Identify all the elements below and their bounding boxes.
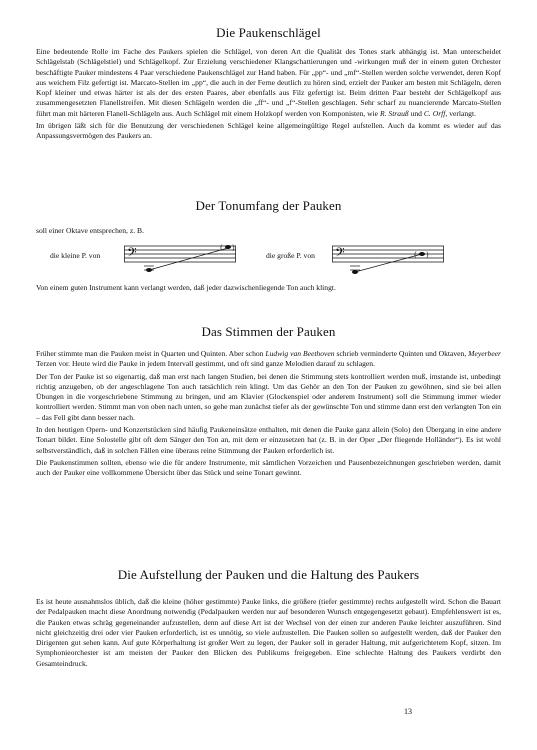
- svg-text:𝄢: 𝄢: [127, 245, 137, 263]
- text-run: Früher stimmte man die Pauken meist in Quarten und Quinten. Aber schon: [36, 349, 266, 358]
- big-timpani-label: die große P. von: [266, 251, 315, 260]
- composer-name: Ludwig van Beethoven: [265, 349, 335, 358]
- heading-stimmen: Das Stimmen der Pauken: [201, 324, 336, 339]
- composer-name: Meyerbeer: [468, 349, 502, 358]
- svg-text:): ): [232, 244, 235, 252]
- text-run: , verlangt.: [445, 108, 476, 118]
- paragraph: [36, 349, 501, 370]
- composer-name: R. Strauß: [379, 108, 409, 118]
- section-paukenschlaegel-text: [36, 47, 501, 144]
- text-run: Terzen vor. Heute wird die Pauke in jedem Intervall gestimmt, und oft sind ganze Melodien darauf zu schlagen.: [36, 359, 375, 369]
- heading-aufstellung: Die Aufstellung der Pauken und die Haltung des Paukers: [117, 567, 420, 582]
- page-number: 13: [404, 707, 412, 716]
- heading-tonumfang: Der Tonumfang der Pauken: [195, 198, 342, 213]
- svg-text:𝄢: 𝄢: [335, 245, 345, 263]
- svg-text:(: (: [220, 244, 223, 252]
- tonumfang-intro: soll einer Oktave entsprechen, z. B.: [36, 226, 144, 235]
- tonumfang-outro: Von einem guten Instrument kann verlangt werden, daß jeder dazwischenliegende Ton auch klingt.: [36, 283, 336, 292]
- paragraph: Im übrigen läßt sich für die Benutzung der verschiedenen Schlägel keine allgemeingültige Regel aufstellen. Auch da kommt es wieder auf das Anpassungsvermögen des Paukers an.: [36, 121, 501, 141]
- section-stimmen-text: [36, 349, 501, 481]
- small-timpani-label: die kleine P. von: [50, 251, 101, 260]
- music-staff-big-timpani: [332, 240, 444, 276]
- section-aufstellung-text: [36, 597, 501, 671]
- paragraph: In den heutigen Opern- und Konzertstücken sind häufig Paukeneinsätze enthalten, mit denen die Pauke ganz allein (Solo) den Übergang in eine andere Tonart bildet. Eine Solostelle gibt oft dem Sänger den Ton an, mit dem er einzusetzen hat (z. B. in der Oper „Der fliegende Holländer“). Es ist wohl selbstverständlich, daß in solchen Fällen eine überaus reine Stimmung der Pauken erforderlich ist.: [36, 425, 501, 455]
- text-run: schrieb verminderte Quinten und Oktaven,: [334, 349, 469, 358]
- music-staff-small-timpani: [124, 240, 236, 276]
- heading-paukenschlaegel: Die Paukenschlägel: [216, 25, 321, 40]
- paragraph: Der Ton der Pauke ist so eigenartig, daß man erst nach langen Studien, bei denen die Stimmung stets kontrolliert werden muß, imstande ist, unbedingt richtig anzugeben, ob der angeschlagene Ton auch tatsächlich rein klingt. Um das Gehör an den Ton der Pauken zu gewöhnen, sind sie bei allen Übungen in die vorgeschriebene Stimmung zu bringen, und am Klavier (Glockenspiel oder anderem Instrument) soll die Stimmung immer wieder kontrolliert werden. Stimmt man von oben nach unten, so gehe man zunächst tiefer als der gewünschte Ton und stimme dann erst den verlangten Ton ein – das Fell gibt dann besser nach.: [36, 371, 501, 422]
- composer-name: C. Orff: [423, 108, 446, 118]
- text-run: und: [408, 108, 424, 118]
- paragraph: Die Paukenstimmen sollten, ebenso wie die für andere Instrumente, mit sämtlichen Vorzeichen und Pausenbezeichnungen geschrieben werden, damit auch der Pauker eine vollkommene Übersicht über das Stück und seine Tonart gewinnt.: [36, 457, 501, 478]
- svg-text:(: (: [414, 251, 417, 259]
- svg-text:): ): [426, 251, 429, 259]
- paragraph: Es ist heute ausnahmslos üblich, daß die kleine (höher gestimmte) Pauke links, die größere (tiefer gestimmte) rechts aufgestellt wird. Schon die Bauart der Pedalpauken macht diese Anordnung notwendig (Pedalpauken werden nur auf besonderen Wunsch entgegengesetzt gebaut). Empfehlenswert ist es, die Pauken etwas schräg gegeneinander aufzustellen, denn auf diese Art ist der Wechsel von der einen zur anderen Pauke leichter auszuführen. Sind nicht gleichzeitig drei oder vier Pauken erforderlich, ist es unnötig, so viele aufzustellen. Die Pauken sollen so aufgestellt werden, daß der Pauker den Dirigenten gut sehen kann. Auf gute Körperhaltung ist großer Wert zu legen, der Pauker soll in gerader Haltung, mit aufgerichtetem Kopf, sitzen. Im Symphonieorchester ist am meisten der Pauker den Blicken des Publikums freigegeben. Eine schlechte Haltung des Paukers verdirbt den Gesamteindruck.: [36, 597, 501, 668]
- text-run: Eine bedeutende Rolle im Fache des Paukers spielen die Schlägel, von deren Art die Qualität des Tones stark abhängig ist. Man unterscheidet Schlägelstab (Schlägelstiel) und Schlägelkopf. Zur Erzielung verschiedener Klangschattierungen und -wirkungen muß der in einem guten Orchester beschäftigte Pauker mindestens 4 Paar verschiedene Paukenschlägel zur Hand haben. Für „pp“- und „mf“-Stellen werden solche verwendet, deren Kopf aus weichem Filz gefertigt ist. Marcato-Stellen im „pp“, die auch in der Ferne deutlich zu hören sind, erzielt der Pauker am besten mit Schlägeln, deren Kopf kleiner und etwas härter ist als der des ersten Paares, aber ebenfalls aus Filz gefertigt ist. Beim dritten Paar besteht der Schlägelkopf aus zusammengesetzten Flanellstreifen. Mit diesen Schlägeln werden die „ff“- und „f“-Stellen geschlagen. Sehr scharf zu nuancierende Marcato-Stellen führt man mit härteren Flanell-Schlägeln aus. Auch Schlägel mit einem Holzkopf werden von Komponisten, wie: [36, 47, 501, 118]
- paragraph: [36, 47, 501, 119]
